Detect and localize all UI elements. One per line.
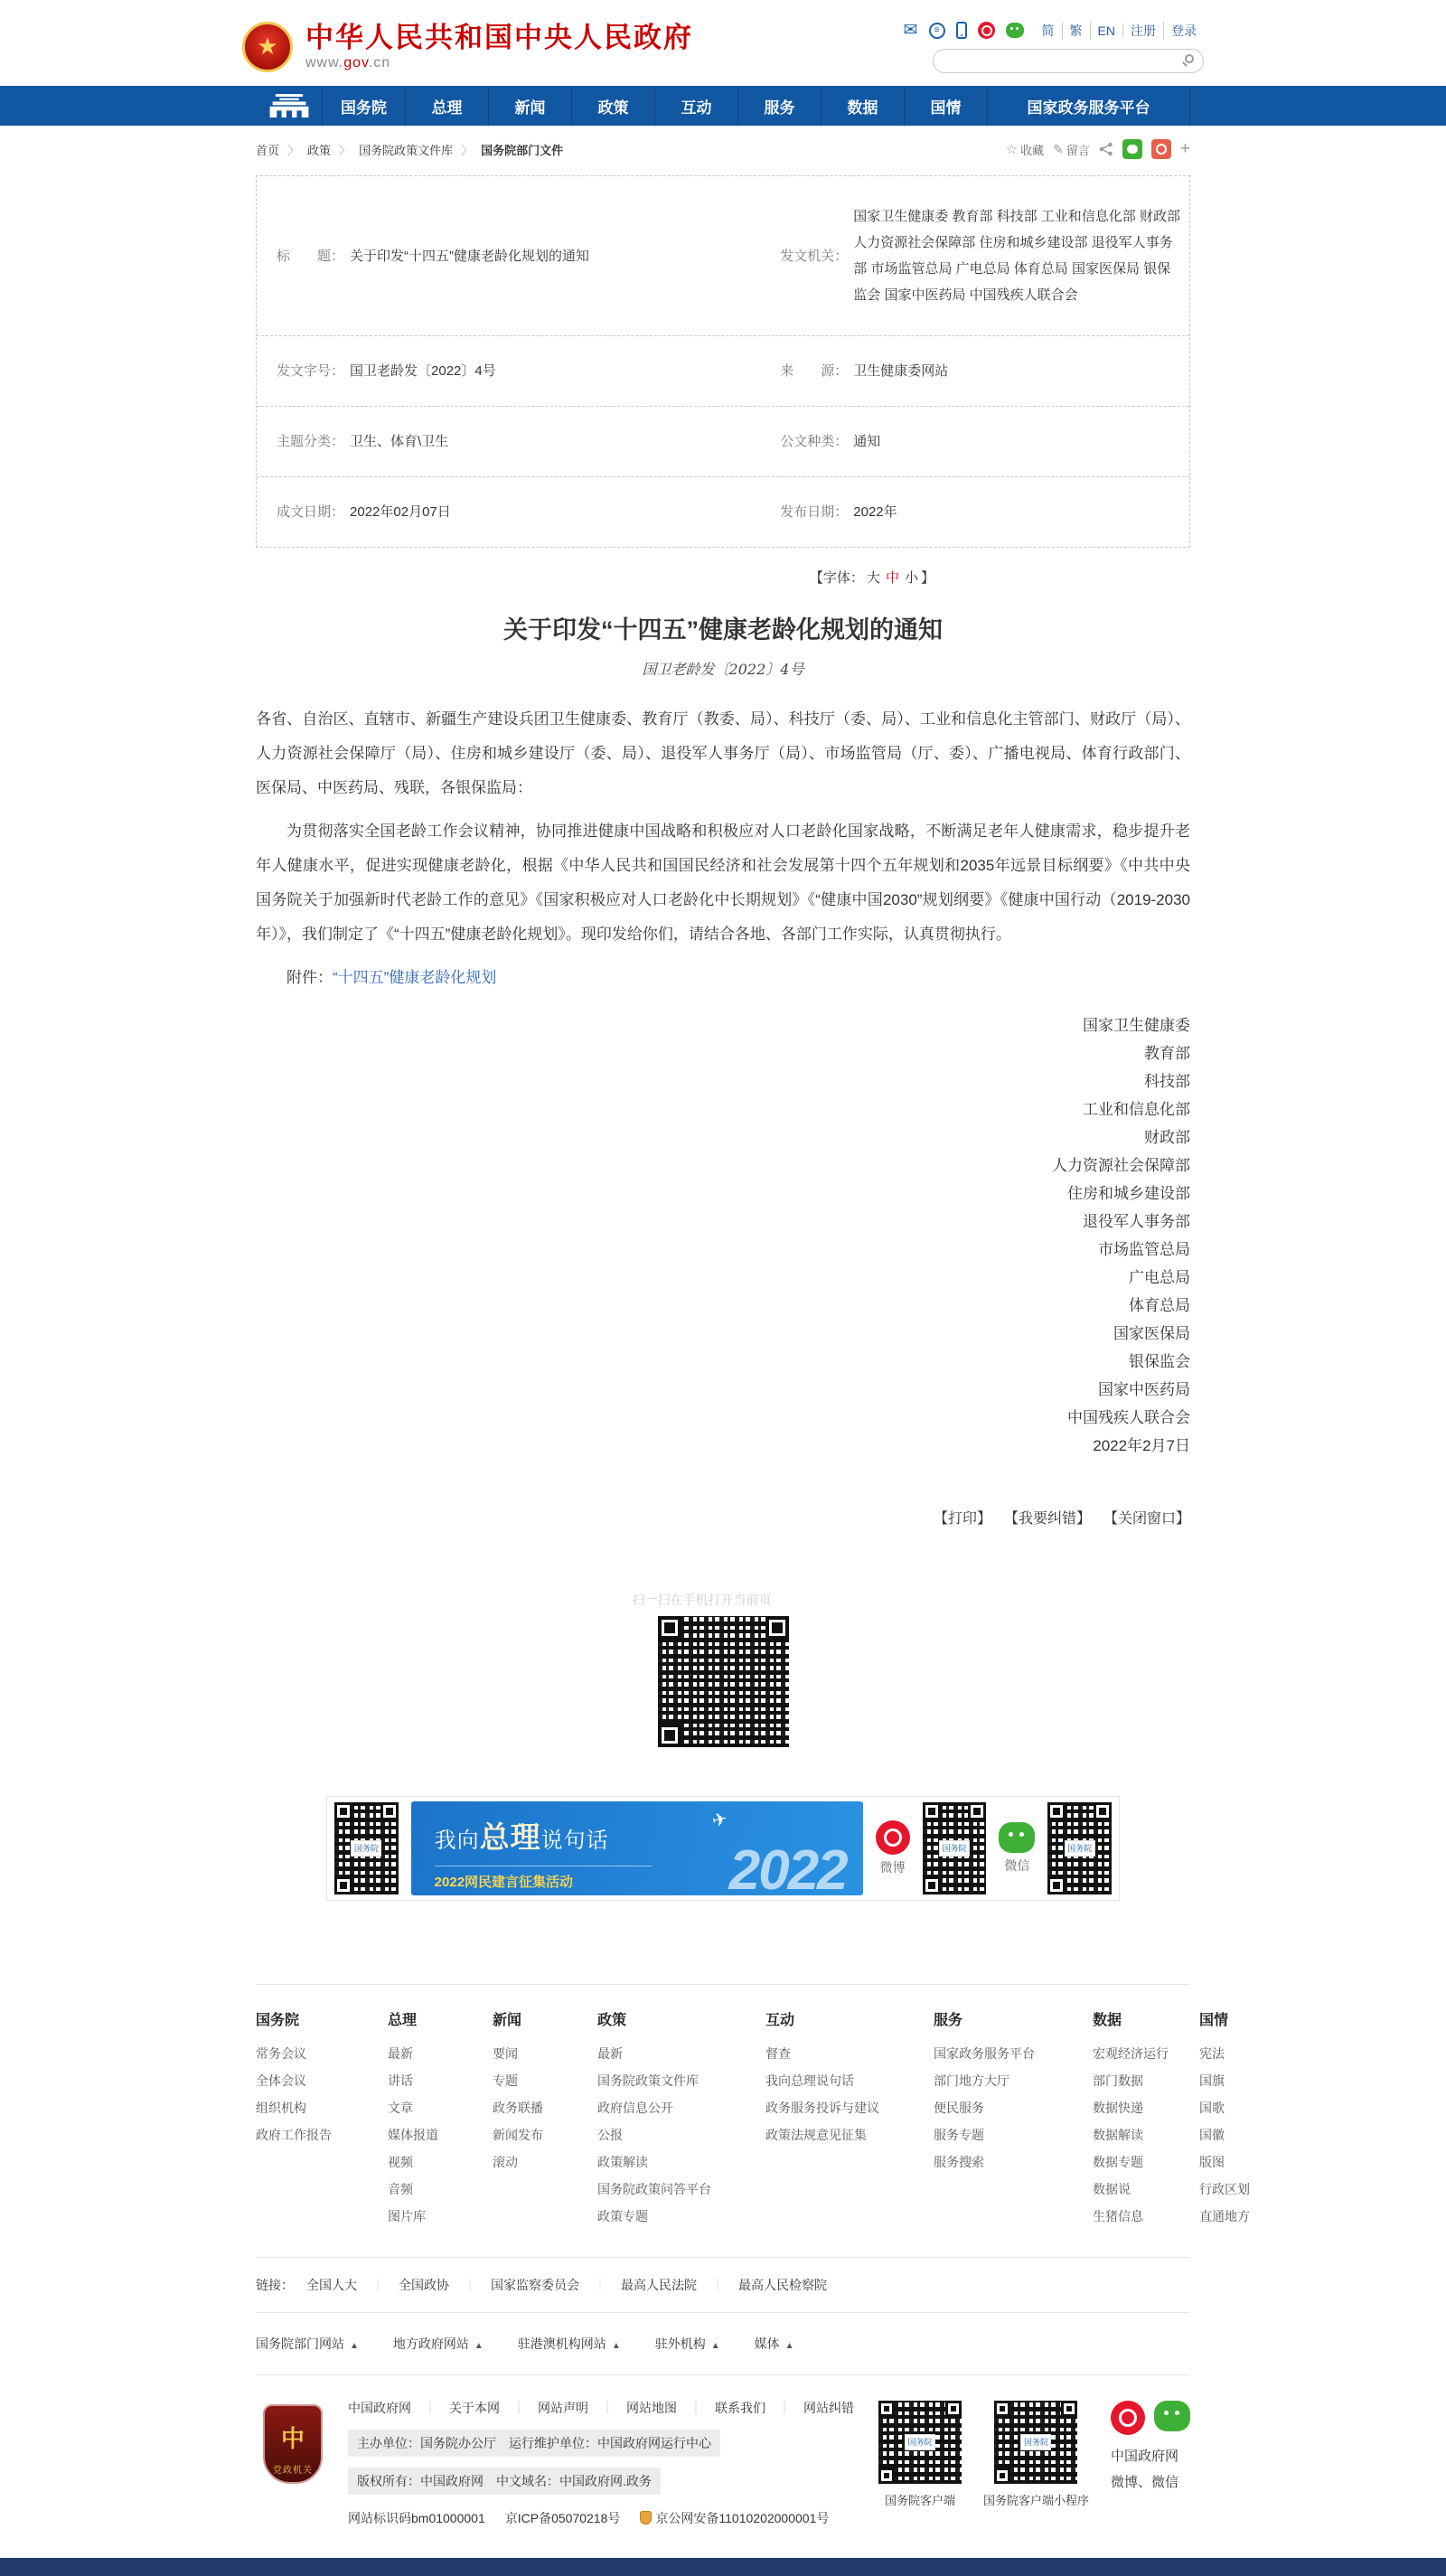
bottom-link[interactable]: 关于本网 ｜ <box>449 2399 538 2417</box>
related-link[interactable]: 最高人民法院 ｜ <box>621 2276 738 2294</box>
footer-link[interactable]: 图片库 <box>388 2209 426 2223</box>
meta-doctype-cell: 公文种类： 通知 <box>780 434 881 449</box>
footer-link[interactable]: 生猪信息 <box>1093 2209 1143 2223</box>
footer-column <box>388 2008 493 2230</box>
footer-link[interactable]: 政府信息公开 <box>597 2101 673 2115</box>
related-links-section <box>256 2257 1190 2375</box>
site-title: 中华人民共和国中央人民政府 <box>305 21 693 53</box>
footer-link[interactable]: 专题 <box>493 2073 518 2088</box>
wechat-icon[interactable] <box>999 1822 1035 1853</box>
footer-link[interactable]: 国务院政策问答平台 <box>597 2182 711 2196</box>
share-wechat-icon[interactable] <box>1122 139 1142 159</box>
attachment-link[interactable]: “十四五”健康老龄化规划 <box>333 969 497 986</box>
document-meta-table <box>256 175 1190 548</box>
footer-link[interactable]: 全体会议 <box>256 2073 306 2088</box>
signer-item: 科技部 <box>1144 1073 1190 1090</box>
footer-link[interactable]: 音频 <box>388 2182 413 2196</box>
footer-column <box>597 2008 765 2230</box>
footer-link[interactable]: 政务服务投诉与建议 <box>765 2101 879 2115</box>
share-weibo-icon[interactable] <box>1151 139 1171 159</box>
breadcrumb <box>256 141 563 158</box>
weibo-group <box>876 1820 910 1876</box>
site-group-toggle[interactable]: 媒体 ▲ <box>755 2335 794 2353</box>
footer-nav <box>256 1984 1250 2230</box>
footer-link[interactable]: 服务搜索 <box>934 2155 984 2169</box>
site-url-gov: gov <box>343 54 369 71</box>
signer-item: 国家中医药局 <box>1098 1381 1190 1398</box>
signer-item: 广电总局 <box>1129 1269 1190 1286</box>
search-icon[interactable] <box>1185 54 1194 63</box>
site-id-code: 网站标识码bm01000001 <box>348 2511 485 2525</box>
nav-item[interactable]: 国情 <box>905 86 988 126</box>
main-nav <box>0 86 1446 126</box>
signer-item: 教育部 <box>1144 1045 1190 1062</box>
font-selector-label: 【字体： <box>809 570 864 586</box>
footer-link[interactable]: 视频 <box>388 2155 413 2169</box>
weibo-label: 微博 <box>879 1860 906 1875</box>
footer-column-title[interactable]: 数据 <box>1093 2013 1122 2028</box>
footer-link[interactable]: 数据解读 <box>1093 2128 1143 2142</box>
bottom-link[interactable]: 网站地图 ｜ <box>626 2399 715 2417</box>
footer-link[interactable]: 宪法 <box>1199 2046 1225 2061</box>
miniprogram-qr-caption: 国务院客户端小程序 <box>982 2494 1089 2507</box>
footer-link[interactable]: 最新 <box>597 2046 623 2061</box>
pencil-icon: ✎ <box>1053 141 1064 156</box>
footer-column <box>493 2008 597 2230</box>
meta-issuer-value: 国家卫生健康委 教育部 科技部 工业和信息化部 财政部 人力资源社会保障部 住房和城乡建设部 退役军人事务部 市场监管总局 广电总局 体育总局 国家医保局 银保监会 国家中医药局 中国残疾人联合会 <box>853 209 1180 303</box>
footer-column <box>1093 2008 1199 2230</box>
mobile-icon[interactable] <box>956 22 967 39</box>
footer-link[interactable]: 国旗 <box>1199 2073 1225 2088</box>
weibo-icon[interactable] <box>1111 2401 1145 2435</box>
footer-link[interactable]: 政策解读 <box>597 2155 648 2169</box>
footer-link[interactable]: 政府工作报告 <box>256 2128 332 2142</box>
footer-column-title[interactable]: 总理 <box>388 2013 418 2028</box>
site-header <box>0 0 1446 86</box>
nav-item[interactable]: 国务院 <box>323 86 406 126</box>
footer-link[interactable]: 数据快递 <box>1093 2101 1143 2115</box>
footer-link[interactable]: 国家政务服务平台 <box>934 2046 1035 2061</box>
wechat-group <box>999 1822 1035 1875</box>
miniprogram-qr-code: 国务院 <box>994 2401 1077 2484</box>
article <box>256 610 1190 1528</box>
footer-link[interactable]: 常务会议 <box>256 2046 306 2061</box>
national-emblem-icon: ★ <box>242 22 293 72</box>
bottom-link[interactable]: 网站纠错 <box>803 2401 854 2415</box>
site-group-toggle[interactable]: 地方政府网站 ▲ <box>393 2335 484 2353</box>
share-icon[interactable] <box>1099 142 1113 156</box>
signer-item: 住房和城乡建设部 <box>1067 1185 1190 1202</box>
article-body <box>256 702 1190 952</box>
breadcrumb-item[interactable]: 政策 〉 <box>307 141 359 158</box>
meta-issuer-cell: 发文机关： 国家卫生健康委 教育部 科技部 工业和信息化部 财政部 人力资源社会保障部 住房和城乡建设部 退役军人事务部 市场监管总局 广电总局 体育总局 国家医保局 银保监会 国家中医药局 中国残疾人联合会 <box>760 176 1189 335</box>
nav-item[interactable]: 互动 <box>655 86 738 126</box>
attachment-line <box>256 961 1190 995</box>
qr-caption: 扫一扫在手机打开当前页 <box>632 1593 772 1607</box>
client-qr-caption: 国务院客户端 <box>884 2494 955 2507</box>
meta-written-date-cell: 成文日期： 2022年02月07日 <box>277 504 451 520</box>
font-medium-button[interactable]: 中 <box>885 570 899 586</box>
footer-link[interactable]: 政策专题 <box>597 2209 648 2223</box>
qr-center-logo: 国务院 <box>351 1840 381 1857</box>
nav-item[interactable]: 数据 <box>822 86 905 126</box>
bottom-links <box>348 2399 878 2417</box>
footer-link[interactable]: 部门数据 <box>1093 2073 1143 2088</box>
signer-item: 工业和信息化部 <box>1083 1101 1190 1118</box>
breadcrumb-item[interactable]: 国务院部门文件 <box>481 143 564 157</box>
message-icon[interactable]: ≡ <box>929 23 945 39</box>
meta-title-value: 关于印发“十四五”健康老龄化规划的通知 <box>350 248 590 264</box>
footer-link[interactable]: 政务联播 <box>493 2101 543 2115</box>
weibo-qr-code: 国务院 <box>923 1802 987 1894</box>
article-paragraph: 为贯彻落实全国老龄工作会议精神，协同推进健康中国战略和积极应对人口老龄化国家战略，不断满足老年人健康需求，稳步提升老年人健康水平，促进实现健康老龄化，根据《中华人民共和国国民经济和社会发展第十四个五年规划和2035年远景目标纲要》《中共中央 国务院关于加强新时代老龄工作的意见》《国家积极应对人口老龄化中长期规划》《“健康中国2030”规划纲要》《健康中国行动（2019-2030年）》，我们制定了《“十四五”健康老龄化规划》。现印发给你们，请结合各地、各部门工作实际，认真贯彻执行。 <box>256 823 1190 943</box>
lang-link[interactable]: 登录 <box>1171 23 1197 38</box>
client-qr-code: 国务院 <box>878 2401 962 2484</box>
site-group-toggle[interactable]: 驻外机构 ▲ <box>655 2335 720 2353</box>
gov-badge-text: 中 党政机关 <box>273 2466 313 2476</box>
signer-item: 市场监管总局 <box>1098 1241 1190 1258</box>
footer-link[interactable]: 国徽 <box>1199 2128 1225 2142</box>
footer-link[interactable]: 我向总理说句话 <box>765 2073 854 2088</box>
host-line: 主办单位：国务院办公厅 运行维护单位：中国政府网运行中心 <box>348 2430 720 2457</box>
page-qr-code <box>658 1616 789 1747</box>
related-link[interactable]: 全国人大 ｜ <box>306 2276 399 2294</box>
sign-date: 2022年2月7日 <box>1093 1437 1190 1454</box>
banner-qr-code <box>334 1802 399 1894</box>
article-title: 关于印发“十四五”健康老龄化规划的通知 <box>503 616 943 644</box>
related-link[interactable]: 国家监察委员会 ｜ <box>491 2276 621 2294</box>
favorite-button[interactable]: ☆ 收藏 <box>1005 142 1045 157</box>
police-badge-icon <box>640 2511 652 2524</box>
signer-item: 财政部 <box>1144 1129 1190 1146</box>
footer-link[interactable]: 国歌 <box>1199 2101 1225 2115</box>
footer-column <box>934 2008 1093 2230</box>
site-url-pre: www. <box>305 54 344 71</box>
weibo-icon[interactable] <box>876 1820 910 1855</box>
comment-button[interactable]: ✎ 留言 <box>1053 141 1090 157</box>
copyright-line: 版权所有：中国政府网 中文域名：中国政府网.政务 <box>348 2468 661 2495</box>
more-share-icon[interactable]: + <box>1179 139 1190 158</box>
search-box <box>933 49 1204 73</box>
signer-item: 银保监会 <box>1129 1353 1190 1370</box>
article-doc-number: 国卫老龄发〔2022〕4号 <box>642 661 804 678</box>
footer-link[interactable]: 部门地方大厅 <box>934 2073 1009 2088</box>
meta-title-cell: 标 题： 关于印发“十四五”健康老龄化规划的通知 <box>257 176 760 335</box>
nav-item[interactable]: 总理 <box>406 86 489 126</box>
breadcrumb-item[interactable]: 国务院政策文件库 〉 <box>359 141 481 158</box>
bottom-blue-bar <box>0 2558 1446 2576</box>
lang-link[interactable]: 注册 <box>1123 22 1164 40</box>
doc-action-button[interactable]: 【我要纠错】 <box>1003 1511 1091 1527</box>
wechat-qr-code: 国务院 <box>1047 1802 1112 1894</box>
banner-subtitle: 2022网民建言征集活动 <box>435 1866 652 1891</box>
bottom-link[interactable]: 联系我们 ｜ <box>715 2399 803 2417</box>
gov-badge-icon <box>263 2404 323 2484</box>
footer-link[interactable]: 要闻 <box>493 2046 518 2061</box>
page-qr-section <box>632 1591 789 1747</box>
article-paragraph: 各省、自治区、直辖市、新疆生产建设兵团卫生健康委、教育厅（教委、局）、科技厅（委、局）、工业和信息化主管部门、财政厅（局）、人力资源社会保障厅（局）、住房和城乡建设厅（委、局）、退役军人事务厅（局）、市场监管局（厅、委）、广播电视局、体育行政部门、医保局、中医药局、残联，各银保监局： <box>256 710 1190 796</box>
bottom-link[interactable]: 网站声明 ｜ <box>538 2399 626 2417</box>
site-group-toggle[interactable]: 国务院部门网站 ▲ <box>256 2335 359 2353</box>
nav-item-service-platform[interactable]: 国家政务服务平台 <box>988 86 1190 126</box>
doc-action-button[interactable]: 【打印】 <box>933 1511 991 1527</box>
language-links <box>1035 22 1204 40</box>
footer-link[interactable]: 服务专题 <box>934 2128 984 2142</box>
footer-link[interactable]: 督查 <box>765 2046 791 2061</box>
related-link[interactable]: 最高人民检察院 <box>738 2278 827 2292</box>
breadcrumb-item[interactable]: 首页 〉 <box>256 141 307 158</box>
premier-banner[interactable]: 我向总理说句话 2022网民建言征集活动 2022 ✈ <box>411 1801 863 1895</box>
social-caption: 微博、微信 <box>1111 2475 1179 2490</box>
footer-link[interactable]: 版图 <box>1199 2155 1225 2169</box>
nav-item[interactable]: 新闻 <box>489 86 572 126</box>
document-actions <box>256 1507 1190 1528</box>
site-url-post: .cn <box>368 54 391 71</box>
signer-list <box>256 1011 1190 1432</box>
footer-column-title[interactable]: 服务 <box>934 2013 963 2028</box>
footer-link[interactable]: 组织机构 <box>256 2101 306 2115</box>
site-group-toggle[interactable]: 驻港澳机构网站 ▲ <box>518 2335 621 2353</box>
footer-column-title[interactable]: 政策 <box>597 2013 627 2028</box>
site-groups-row <box>256 2313 1190 2374</box>
footer-link[interactable]: 直通地方 <box>1199 2209 1250 2223</box>
social-column <box>1111 2401 1190 2491</box>
font-small-button[interactable]: 小 <box>904 570 918 586</box>
doc-action-button[interactable]: 【关闭窗口】 <box>1103 1511 1190 1527</box>
lang-link[interactable]: 简 <box>1035 22 1063 40</box>
meta-refno-cell: 发文字号： 国卫老龄发〔2022〕4号 <box>277 363 496 379</box>
signer-item: 国家卫生健康委 <box>1083 1017 1190 1034</box>
nav-item[interactable]: 服务 <box>738 86 822 126</box>
meta-category-cell: 主题分类： 卫生、体育\卫生 <box>277 434 449 449</box>
breadcrumb-bar <box>256 126 1190 170</box>
wechat-icon[interactable] <box>1006 23 1024 38</box>
bottom-link[interactable]: 中国政府网 ｜ <box>348 2399 449 2417</box>
icp-number[interactable]: 京ICP备05070218号 <box>504 2511 621 2525</box>
footer-link[interactable]: 行政区划 <box>1199 2182 1250 2196</box>
miniprogram-qr-group <box>983 2401 1089 2508</box>
footer-link[interactable]: 讲话 <box>388 2073 413 2088</box>
attachment-label: 附件： <box>286 969 333 986</box>
bottom-footer <box>256 2375 1190 2558</box>
signer-item: 中国残疾人联合会 <box>1067 1409 1190 1426</box>
footer-link[interactable]: 最新 <box>388 2046 413 2061</box>
footer-link[interactable]: 政策法规意见征集 <box>765 2128 867 2142</box>
footer-link[interactable]: 便民服务 <box>934 2101 984 2115</box>
wechat-label: 微信 <box>1004 1858 1030 1873</box>
footer-link[interactable]: 公报 <box>597 2128 623 2142</box>
signer-item: 国家医保局 <box>1113 1325 1190 1342</box>
font-size-selector: 【字体： 大 中 小 】 <box>809 570 934 586</box>
signer-item: 体育总局 <box>1129 1297 1190 1314</box>
footer-link[interactable]: 滚动 <box>493 2155 518 2169</box>
search-input[interactable] <box>933 49 1204 73</box>
social-caption: 中国政府网 <box>1111 2449 1179 2464</box>
footer-link[interactable]: 文章 <box>388 2101 413 2115</box>
footer-column <box>1199 2008 1281 2230</box>
nav-home-tiananmen-icon[interactable] <box>256 86 323 126</box>
footer-link[interactable]: 宏观经济运行 <box>1093 2046 1169 2061</box>
links-row-label: 链接： <box>256 2278 294 2292</box>
lang-link[interactable]: EN <box>1091 24 1123 38</box>
banner-year-art: 2022 <box>728 1839 847 1895</box>
footer-column <box>765 2008 934 2230</box>
signer-item: 人力资源社会保障部 <box>1052 1157 1190 1174</box>
footer-column-title[interactable]: 新闻 <box>493 2013 522 2028</box>
related-link[interactable]: 全国政协 ｜ <box>399 2276 491 2294</box>
footer-link[interactable]: 数据说 <box>1093 2182 1131 2196</box>
security-number[interactable]: 京公网安备11010202000001号 <box>640 2509 829 2527</box>
footer-link[interactable]: 国务院政策文件库 <box>597 2073 699 2088</box>
footer-column-title[interactable]: 国情 <box>1199 2013 1229 2028</box>
footer-link[interactable]: 媒体报道 <box>388 2128 438 2142</box>
mail-icon[interactable]: ✉ <box>903 21 918 40</box>
banner-strip <box>326 1796 1120 1901</box>
font-large-button[interactable]: 大 <box>866 570 880 586</box>
client-qr-group <box>878 2401 962 2508</box>
plane-icon: ✈ <box>709 1809 729 1832</box>
meta-published-date-cell: 发布日期： 2022年 <box>780 504 897 520</box>
site-url <box>305 55 693 71</box>
footer-column-title[interactable]: 互动 <box>765 2013 795 2028</box>
footer-column <box>256 2008 388 2230</box>
signer-item: 退役军人事务部 <box>1083 1213 1190 1230</box>
nav-item[interactable]: 政策 <box>572 86 655 126</box>
site-logo[interactable] <box>242 22 693 72</box>
footer-link[interactable]: 新闻发布 <box>493 2128 543 2142</box>
weibo-icon[interactable] <box>978 22 995 39</box>
footer-column-title[interactable]: 国务院 <box>256 2013 300 2028</box>
footer-link[interactable]: 数据专题 <box>1093 2155 1143 2169</box>
meta-source-cell: 来 源： 卫生健康委网站 <box>780 363 949 379</box>
wechat-icon[interactable] <box>1154 2401 1190 2431</box>
star-icon: ☆ <box>1005 142 1019 157</box>
lang-link[interactable]: 繁 <box>1063 22 1091 40</box>
